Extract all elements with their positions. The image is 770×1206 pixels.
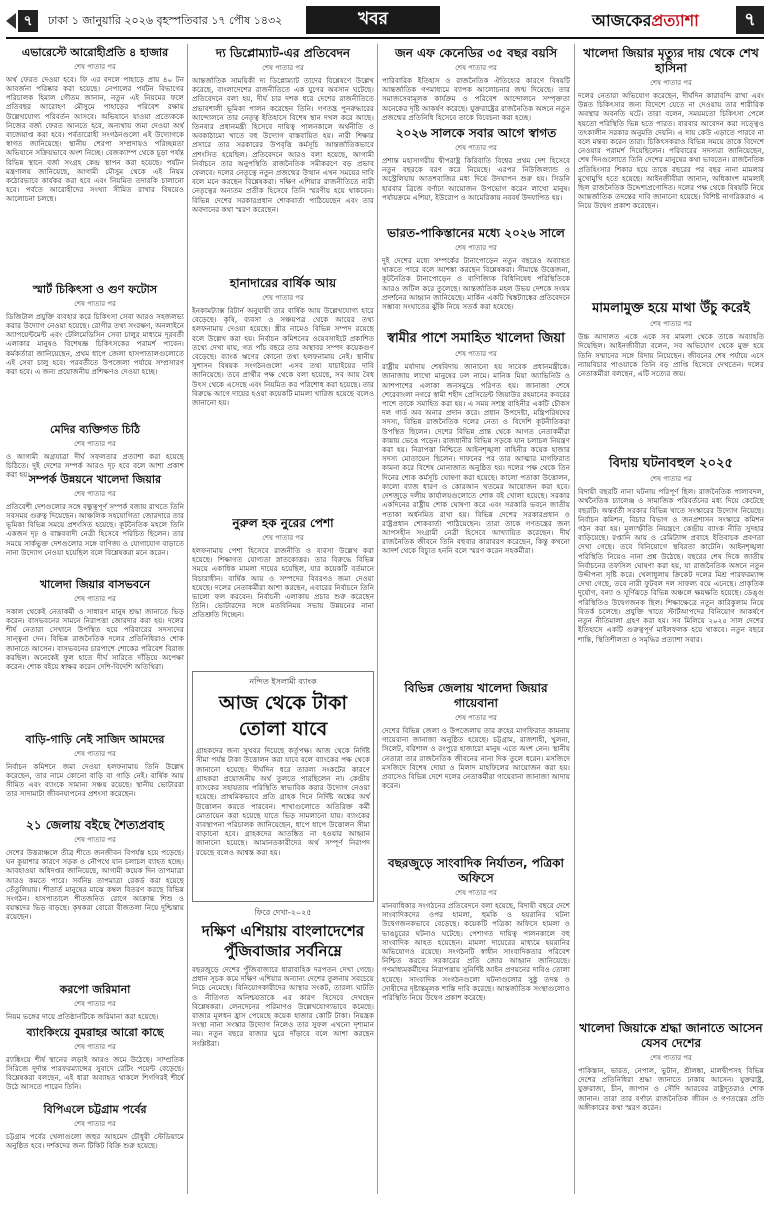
article-fine	[6, 983, 184, 1021]
article-stock-market	[192, 907, 374, 1197]
continued-label: শেষ পাতার পর	[74, 999, 116, 1008]
page-number-right: ৭	[736, 6, 764, 34]
article-nurul-haque	[192, 516, 374, 666]
article-headline: সম্পর্ক উন্নয়নে খালেদা জিয়ার	[28, 473, 162, 486]
article-body: দুই দেশের মধ্যে সম্পর্কের টানাপোড়েন নতুন বছরেও অব্যাহত থাকতে পারে বলে আশঙ্কা করছেন বিশ্লেষকরা। সীমান্তে উত্তেজনা, কূটনৈতিক টানাপোড়েন ও বাণিজ্যিক বিধিনিষেধ পরিস্থিতিকে আরও জটিল করে তুলেছে। আন্তর্জাতিক মহল উভয় দেশকে সংযম প্রদর্শনের আহ্বান জানিয়েছে। মার্কিন একটি থিঙ্কট্যাঙ্কের প্রতিবেদনে সম্ভাব্য সংঘাতের ঝুঁকি নিয়ে সতর্ক করা হয়েছে।	[382, 256, 570, 312]
article-headline: খালেদা জিয়ার মৃত্যুর দায় থেকে শেখ হাসিনা	[583, 46, 759, 75]
article-headline: মামলামুক্ত হয়ে মাথা উঁচু করেই	[592, 301, 750, 316]
article-kennedy	[382, 46, 570, 121]
article-body: পারিবারিক ইতিহাস ও রাজনৈতিক ঐতিহ্যের কারণে বিষয়টি আন্তর্জাতিক গণমাধ্যমে ব্যাপক আলোচনার জন্ম দিয়েছে। তার সমাজসেবামূলক কার্যক্রম ও পরিবেশ আন্দোলনে সম্পৃক্ততা অনেকের দৃষ্টি আকর্ষণ করেছে। যুক্তরাষ্ট্রের রাজনৈতিক অঙ্গনে নতুন প্রজন্মের প্রতিনিধি হিসেবে তাকে বিবেচনা করা হচ্ছে।	[382, 76, 570, 122]
page-number-left: ৭	[18, 10, 38, 32]
article-headline: ২০২৬ সালকে সবার আগে স্বাগত	[395, 126, 557, 140]
article-headline: ২১ জেলায় বইছে শৈত্যপ্রবাহ	[25, 818, 165, 832]
article-headline: বিদায় ঘটনাবহুল ২০২৫	[609, 456, 733, 471]
article-relations	[6, 473, 184, 573]
article-kicker: ফিরে দেখা-২০২৫	[254, 908, 312, 917]
continued-label: শেষ পাতার পর	[650, 475, 692, 484]
article-headline: ভারত-পাকিস্তানের মধ্যে ২০২৬ সালে	[387, 226, 565, 240]
article-everest	[6, 46, 184, 278]
article-new-year	[382, 126, 570, 221]
brand-part-1: আজকের	[592, 11, 652, 30]
column-divider	[377, 44, 378, 1194]
article-headline: খালেদা জিয়াকে শ্রদ্ধা জানাতে আসেন যেসব দেশের	[579, 1021, 763, 1050]
article-headline: বিভিন্ন জেলায় খালেদা জিয়ার গায়েবানা	[404, 681, 548, 710]
masthead-logo	[592, 8, 699, 35]
article-ranking	[6, 1026, 184, 1098]
continued-label: শেষ পাতার পর	[74, 594, 116, 603]
article-no-house-car	[6, 733, 184, 813]
article-body: দলের নেতারা অভিযোগ করেছেন, দীর্ঘদিন কারাবন্দি রাখা এবং উন্নত চিকিৎসার জন্য বিদেশে যেতে না দেওয়ায় তার শারীরিক অবস্থার অবনতি ঘটে। তারা বলেন, সময়মতো চিকিৎসা পেলে হয়তো পরিস্থিতি ভিন্ন হতে পারত। বারবার আবেদন করা সত্ত্বেও তৎকালীন সরকার অনুমতি দেয়নি। এ দায় কেউ এড়াতে পারবে না বলে মন্তব্য করেন তারা। চিকিৎসকরাও বিভিন্ন সময়ে তাকে বিদেশে নেওয়ার পরামর্শ দিয়েছিলেন। পরিবারের সদস্যরা জানিয়েছেন, শেষ দিনগুলোতে তিনি দেশের মানুষের কথা ভাবতেন। রাজনৈতিক প্রতিহিংসার শিকার হয়ে তাকে বছরের পর বছর নানা মামলার মুখোমুখি হতে হয়েছে। আইনজীবীরা জানান, অধিকাংশ মামলাই ছিল রাজনৈতিক উদ্দেশ্যপ্রণোদিত। দলের পক্ষ থেকে বিষয়টি নিয়ে আন্তর্জাতিক তদন্তের দাবি জানানো হয়েছে। বিশিষ্ট নাগরিকরাও এ নিয়ে উদ্বেগ প্রকাশ করেছেন।	[578, 91, 764, 211]
article-headline: জন এফ কেনেডির ৩৫ বছর বয়সি	[394, 46, 558, 60]
column-divider	[574, 44, 575, 1194]
article-headline: স্বামীর পাশে সমাহিত খালেদা জিয়া	[387, 331, 565, 346]
article-journalist-abuse	[382, 856, 570, 1206]
article-body: অর্থ ফেরত দেওয়া হবে। ফি এর বদলে পাহাড়ে প্রায় ৪০ টন আবর্জনা পরিষ্কার করা হয়েছে। নেপালের পর্যটন বিভাগের পরিচালক হিমাল গৌতম জানান, নতুন এই নিয়মের ফলে প্রতিবছর আরোহণ মৌসুমে পাহাড়ের পরিবেশ রক্ষায় উল্লেখযোগ্য পরিবর্তন আসবে। অভিযানে যাওয়া প্রত্যেককে নিজের বর্জ্য ফেরত আনতে হবে, অন্যথায় জমা দেওয়া অর্থ বাজেয়াপ্ত করা হবে। পর্বতারোহী সংগঠনগুলো এই উদ্যোগকে স্বাগত জানিয়েছে। স্থানীয় শেরপা সম্প্রদায়ও পরিচ্ছন্নতা অভিযানে সক্রিয়ভাবে অংশ নিচ্ছে। বেজক্যাম্প থেকে চূড়া পর্যন্ত বিভিন্ন স্থানে বর্জ্য সংগ্রহ কেন্দ্র স্থাপন করা হয়েছে। পর্যটন মন্ত্রণালয় জানিয়েছে, আগামী মৌসুম থেকে এই নিয়ম কঠোরভাবে কার্যকর করা হবে এবং নিয়মিত তদারকি চালানো হবে। পর্বতে আরোহীদের সংখ্যা সীমিত রাখার বিষয়েও আলোচনা চলছে।	[6, 74, 185, 204]
article-case-free	[578, 301, 764, 451]
section-title: খবর	[306, 6, 440, 34]
arrow-left-icon	[6, 13, 16, 29]
article-responsibility	[578, 46, 764, 296]
article-headline: এভারেস্টে আরোহীপ্রতি ৪ হাজার	[21, 46, 169, 59]
dateline: ঢাকা ১ জানুয়ারি ২০২৬ বৃহস্পতিবার ১৭ পৌষ ১৪৩২	[48, 13, 283, 27]
article-body: বিদায়ী বছরটি নানা ঘটনায় পরিপূর্ণ ছিল। রাজনৈতিক পালাবদল, অর্থনৈতিক চ্যালেঞ্জ ও সামাজিক পরিবর্তনের মধ্য দিয়ে কেটেছে বছরটি। অন্তর্বর্তী সরকার বিভিন্ন খাতে সংস্কারের উদ্যোগ নিয়েছে। নির্বাচন কমিশন, বিচার বিভাগ ও জনপ্রশাসন সংস্কারে কমিশন গঠন করা হয়। মূল্যস্ফীতি নিয়ন্ত্রণে কেন্দ্রীয় ব্যাংক নীতি সুদহার বাড়িয়েছে। রপ্তানি আয় ও রেমিট্যান্স প্রবাহে ইতিবাচক প্রবণতা দেখা গেছে। তবে বিনিয়োগে স্থবিরতা কাটেনি। আইনশৃঙ্খলা পরিস্থিতি নিয়েও নানা প্রশ্ন উঠেছে। বছরের শেষ দিকে জাতীয় নির্বাচনের তফসিল ঘোষণা করা হয়, যা রাজনৈতিক অঙ্গনে নতুন উদ্দীপনা সৃষ্টি করে। খেলাধুলায় ক্রিকেট দলের মিশ্র পারফরম্যান্স দেখা গেছে, তবে নারী ফুটবল দল সাফল্য বয়ে এনেছে। প্রাকৃতিক দুর্যোগ, বন্যা ও ঘূর্ণিঝড়ে বিভিন্ন অঞ্চলে ক্ষয়ক্ষতি হয়েছে। ডেঙ্গু পরিস্থিতিও উদ্বেগজনক ছিল। শিক্ষাক্ষেত্রে নতুন কারিকুলাম নিয়ে বিতর্ক চলেছে। প্রযুক্তি খাতে স্টার্টআপদের বিনিয়োগ আকর্ষণে নতুন নীতিমালা গ্রহণ করা হয়। সব মিলিয়ে ২০২৫ সাল দেশের ইতিহাসে একটি গুরুত্বপূর্ণ মাইলফলক হয়ে থাকবে। নতুন বছরে শান্তি, স্থিতিশীলতা ও সমৃদ্ধির প্রত্যাশা সবার।	[578, 487, 764, 644]
continued-label: শেষ পাতার পর	[455, 144, 497, 152]
article-headline: আজ থেকে টাকা তোলা যাবে	[219, 692, 347, 740]
article-residence	[6, 578, 184, 728]
continued-label: শেষ পাতার পর	[74, 836, 116, 844]
article-headline: বাড়ি-গাড়ি নেই সাজিদ আমদের	[25, 733, 165, 746]
article-headline: করপো জরিমানা	[59, 983, 131, 996]
article-headline: মেদির ব্যক্তিগত চিঠি	[50, 423, 140, 436]
article-body: ডিজিটাল প্রযুক্তি ব্যবহার করে চিকিৎসা সেবা আরও সহজলভ্য করার উদ্যোগ নেওয়া হয়েছে। রোগীর তথ্য সংরক্ষণ, অনলাইনে অ্যাপয়েন্টমেন্ট এবং টেলিমেডিসিন সেবা চালুর মাধ্যমে দূরবর্তী এলাকার মানুষও বিশেষজ্ঞ চিকিৎসকের পরামর্শ পাবেন। কর্মকর্তারা জানিয়েছেন, প্রথম ধাপে জেলা হাসপাতালগুলোতে এই সেবা চালু হবে। পরবর্তীতে উপজেলা পর্যায়ে সম্প্রসারণ করা হবে। এ জন্য প্রয়োজনীয় প্রশিক্ষণও দেওয়া হচ্ছে।	[6, 311, 184, 376]
article-headline: দক্ষিণ এশিয়ায় বাংলাদেশের পুঁজিবাজার সর্বনিম্নে	[201, 922, 365, 960]
column-divider	[187, 44, 188, 1194]
article-annual-income	[192, 276, 374, 511]
article-body: বছরজুড়ে দেশের পুঁজিবাজারে ধারাবাহিক দরপতন দেখা গেছে। প্রধান সূচক কমে দক্ষিণ এশিয়ার অন্যান্য দেশের তুলনায় সবচেয়ে নিচে নেমেছে। বিনিয়োগকারীদের আস্থার সংকট, তারল্য ঘাটতি ও নীতিগত অনিশ্চয়তাকে এর কারণ হিসেবে দেখছেন বিশ্লেষকরা। লেনদেনের পরিমাণও উল্লেখযোগ্যভাবে কমেছে। বাজার মূলধন হ্রাস পেয়েছে কয়েক হাজার কোটি টাকা। নিয়ন্ত্রক সংস্থা নানা সংস্কার উদ্যোগ নিলেও তার সুফল এখনো দৃশ্যমান নয়। নতুন বছরে বাজার ঘুরে দাঁড়াবে বলে আশা করছেন সংশ্লিষ্টরা।	[192, 965, 374, 1048]
article-body: আন্তর্জাতিক সাময়িকী দ্য ডিপ্লোম্যাট তাদের বিশ্লেষণে উল্লেখ করেছে, বাংলাদেশের রাজনীতিতে এক যুগের অবসান ঘটেছে। প্রতিবেদনে বলা হয়, দীর্ঘ চার দশক ধরে দেশের রাজনীতিতে প্রভাবশালী ভূমিকা পালন করেছেন তিনি। গণতন্ত্র পুনরুদ্ধারের আন্দোলনে তার নেতৃত্ব ইতিহাসে বিশেষ স্থান দখল করে আছে। তিনবার প্রধানমন্ত্রী হিসেবে দায়িত্ব পালনকালে অর্থনীতি ও অবকাঠামো খাতে বহু উদ্যোগ বাস্তবায়িত হয়। নারী শিক্ষার প্রসারে তার সরকারের উপবৃত্তি কর্মসূচি আন্তর্জাতিকভাবে প্রশংসিত হয়েছিল। প্রতিবেদনে আরও বলা হয়েছে, আগামী নির্বাচনে তার অনুপস্থিতি রাজনৈতিক সমীকরণে বড় প্রভাব ফেলবে। দলের নেতৃত্বে নতুন প্রজন্মের উত্থান এখন সময়ের দাবি বলে মনে করছেন বিশ্লেষকরা। দক্ষিণ এশিয়ার রাজনীতিতে নারী নেতৃত্বের অন্যতম প্রতীক হিসেবে তিনি স্মরণীয় হয়ে থাকবেন। বিভিন্ন দেশের সরকারপ্রধান শোকবার্তা পাঠিয়েছেন এবং তার অবদানের কথা স্মরণ করেছেন।	[192, 76, 374, 214]
article-body: সকাল থেকেই নেতাকর্মী ও সাধারণ মানুষ শ্রদ্ধা জানাতে ভিড় করেন। বাসভবনের সামনে নিরাপত্তা জোরদার করা হয়। দলের শীর্ষ নেতারা সেখানে উপস্থিত হয়ে পরিবারের সদস্যদের সান্ত্বনা দেন। বিভিন্ন রাজনৈতিক দলের প্রতিনিধিরাও শোক জানাতে আসেন। বাসভবনের চারপাশে শোকের পরিবেশ বিরাজ করছিল। অনেকেই ফুল হাতে দীর্ঘ সারিতে দাঁড়িয়ে অপেক্ষা করেন। শোক বইয়ে স্বাক্ষর করেন দেশি-বিদেশি অতিথিরা।	[6, 606, 184, 671]
article-body: উচ্চ আদালত একে একে সব মামলা থেকে তাকে অব্যাহতি দিয়েছিল। আইনজীবীরা বলেন, সব অভিযোগ থেকে মুক্ত হয়ে তিনি সম্মানের সঙ্গে বিদায় নিয়েছেন। জীবনের শেষ পর্যায়ে এসে ন্যায়বিচার পাওয়াকে তিনি বড় প্রাপ্তি হিসেবে দেখতেন। দলের নেতাকর্মীরা বলছেন, এটি সত্যের জয়।	[578, 332, 764, 379]
article-headline: নুরুল হক নুরের পেশা	[232, 516, 334, 530]
continued-label: শেষ পাতার পর	[455, 350, 497, 359]
article-body: প্রতিবেশী দেশগুলোর সঙ্গে বন্ধুত্বপূর্ণ সম্পর্ক বজায় রাখতে তিনি সবসময় গুরুত্ব দিয়েছেন। আঞ্চলিক সহযোগিতা জোরদারে তার ভূমিকা বিভিন্ন সময়ে প্রশংসিত হয়েছে। কূটনৈতিক মহলে তিনি একজন দৃঢ় ও বাস্তববাদী নেত্রী হিসেবে পরিচিত ছিলেন। তার সময়ে সার্কভুক্ত দেশগুলোর সঙ্গে বাণিজ্য ও যোগাযোগ বাড়াতে নানা উদ্যোগ নেওয়া হয়েছিল বলে বিশ্লেষকরা মনে করেন।	[6, 501, 184, 557]
article-body: নির্বাচন কমিশনে জমা দেওয়া হলফনামায় তিনি উল্লেখ করেছেন, তার নামে কোনো বাড়ি বা গাড়ি নেই। বার্ষিক আয় সীমিত এবং ব্যাংকে সামান্য সঞ্চয় রয়েছে। স্থানীয় ভোটাররা তার সাদামাটা জীবনযাপনের প্রশংসা করেছেন।	[6, 761, 184, 799]
continued-label: শেষ পাতার পর	[74, 1042, 116, 1051]
article-body: দেশের বিভিন্ন জেলা ও উপজেলায় তার রুহের মাগফিরাত কামনায় গায়েবানা জানাজা অনুষ্ঠিত হয়েছে। চট্টগ্রাম, রাজশাহী, খুলনা, সিলেট, বরিশাল ও রংপুরে হাজারো মানুষ এতে অংশ নেন। স্থানীয় নেতারা তার রাজনৈতিক জীবনের নানা দিক তুলে ধরেন। মসজিদে মসজিদে বিশেষ দোয়া ও মিলাদ মাহফিলের আয়োজন করা হয়। প্রবাসেও বিভিন্ন দেশে দলের নেতাকর্মীরা গায়েবানা জানাজা আদায় করেন।	[382, 726, 570, 791]
article-body: প্রশান্ত মহাসাগরীয় দ্বীপরাষ্ট্র কিরিবাতি বিশ্বের প্রথম দেশ হিসেবে নতুন বছরকে বরণ করে নিয়েছে। এরপর নিউজিল্যান্ড ও অস্ট্রেলিয়ায় আতশবাজির মধ্য দিয়ে উদযাপন শুরু হয়। সিডনি হারবার ব্রিজে বর্ণাঢ্য আয়োজন উপভোগ করেন লাখো মানুষ। পর্যায়ক্রমে এশিয়া, ইউরোপ ও আমেরিকায় নববর্ষ উদযাপিত হয়।	[382, 156, 570, 202]
article-bank-withdrawal	[192, 671, 374, 902]
article-headline: ব্যাংকিংয়ে বুমরাহর আরো কাছে	[26, 1026, 164, 1039]
article-body: ইনকামট্যাক্স রিটার্ন অনুযায়ী তার বার্ষিক আয় উল্লেখযোগ্য হারে বেড়েছে। কৃষি, ব্যবসা ও সঞ্চয়পত্র থেকে আয়ের তথ্য হলফনামায় দেওয়া হয়েছে। স্ত্রীর নামেও বিভিন্ন সম্পদ রয়েছে বলে উল্লেখ করা হয়। নির্বাচন কমিশনের ওয়েবসাইটে প্রকাশিত তথ্যে দেখা যায়, গত পাঁচ বছরে তার অস্থাবর সম্পদ কয়েকগুণ বেড়েছে। ব্যাংক ঋণের কোনো তথ্য হলফনামায় নেই। স্থানীয় সুশাসন বিষয়ক সংগঠনগুলো এসব তথ্য যাচাইয়ের দাবি জানিয়েছে। তবে প্রার্থীর পক্ষ থেকে বলা হয়েছে, সব আয় বৈধ উৎস থেকে এসেছে এবং নিয়মিত কর পরিশোধ করা হয়েছে। তার বিরুদ্ধে আগে দায়ের হওয়া কয়েকটি মামলা খারিজ হয়েছে বলেও জানানো হয়।	[192, 306, 374, 408]
continued-label: শেষ পাতার পর	[74, 749, 116, 758]
article-headline: বিপিএলে চট্টগ্রাম পর্বের	[43, 1103, 147, 1116]
continued-label: শেষ পাতার পর	[262, 64, 304, 72]
article-body: র‍্যাঙ্কিংয়ে শীর্ষ স্থানের লড়াই আরও জমে উঠেছে। সাম্প্রতিক সিরিজে দুর্দান্ত পারফরম্যান্সের সুবাদে রেটিং পয়েন্ট বেড়েছে। বিশ্লেষকরা বলছেন, এই ধারা অব্যাহত থাকলে শিগগিরই শীর্ষে উঠে আসতে পারেন তিনি।	[6, 1054, 184, 1092]
article-headline: খালেদা জিয়ার বাসভবনে	[39, 578, 151, 591]
article-bpl	[6, 1103, 184, 1163]
column-1	[6, 44, 184, 1194]
article-headline: বছরজুড়ে সাংবাদিক নির্যাতন, পত্রিকা অফিসে	[387, 856, 565, 885]
continued-label: শেষ পাতার পর	[74, 489, 116, 498]
continued-label: শেষ পাতার পর	[74, 299, 116, 308]
article-smart-health	[6, 283, 184, 418]
continued-label: শেষ পাতার পর	[650, 79, 692, 87]
article-farewell-2025	[578, 456, 764, 1016]
article-body: রাষ্ট্রীয় মর্যাদায় শেষবিদায় জানানো হয় সাবেক প্রধানমন্ত্রীকে। জানাজায় লাখো মানুষের ঢল নামে। মানিক মিয়া অ্যাভিনিউ ও আশপাশের এলাকা জনসমুদ্রে পরিণত হয়। জানাজা শেষে শেরেবাংলা নগরে স্বামী শহীদ প্রেসিডেন্ট জিয়াউর রহমানের কবরের পাশে তাকে সমাহিত করা হয়। এ সময় সশস্ত্র বাহিনীর একটি চৌকস দল গার্ড অব অনার প্রদান করে। প্রধান উপদেষ্টা, মন্ত্রিপরিষদের সদস্য, বিভিন্ন রাজনৈতিক দলের নেতা ও বিদেশি কূটনীতিকরা উপস্থিত ছিলেন। দেশের বিভিন্ন প্রান্ত থেকে আগত নেতাকর্মীরা কান্নায় ভেঙে পড়েন। রাজধানীর বিভিন্ন সড়কে যান চলাচল নিয়ন্ত্রণ করা হয়। নিরাপত্তা নিশ্চিতে আইনশৃঙ্খলা বাহিনীর কয়েক হাজার সদস্য মোতায়েন ছিলেন। দাফনের পর তার আত্মার মাগফিরাত কামনা করে বিশেষ মোনাজাত অনুষ্ঠিত হয়। দলের পক্ষ থেকে তিন দিনের শোক কর্মসূচি ঘোষণা করা হয়েছে। কালো পতাকা উত্তোলন, কালো ব্যাজ ধারণ ও কোরআন খতমের আয়োজন করা হবে। দেশজুড়ে দলীয় কার্যালয়গুলোতে শোক বই খোলা হয়েছে। সরকার একদিনের রাষ্ট্রীয় শোক ঘোষণা করে এবং সরকারি ভবনে জাতীয় পতাকা অর্ধনমিত রাখা হয়। বিভিন্ন দেশের সরকারপ্রধান ও রাষ্ট্রপ্রধান শোকবার্তা পাঠিয়েছেন। তারা তাকে গণতন্ত্রের জন্য আপসহীন সংগ্রামী নেত্রী হিসেবে আখ্যায়িত করেছেন। দীর্ঘ রাজনৈতিক জীবনে তিনি বহুবার কারাবরণ করেছেন, কিন্তু কখনো আদর্শ থেকে বিচ্যুত হননি বলে স্মরণ করেন সহকর্মীরা।	[382, 362, 570, 556]
article-body: হলফনামায় পেশা হিসেবে রাজনীতি ও ব্যবসা উল্লেখ করা হয়েছে। শিক্ষাগত যোগ্যতা স্নাতকোত্তর। তার বিরুদ্ধে বিভিন্ন সময়ে একাধিক মামলা দায়ের হয়েছিল, যার কয়েকটি বর্তমানে বিচারাধীন। বার্ষিক আয় ও সম্পদের বিবরণও জমা দেওয়া হয়েছে। দলের নেতাকর্মীরা আশা করছেন, এবারের নির্বাচনে তিনি ভালো ফল করবেন। নির্বাচনী এলাকায় প্রচার শুরু করেছেন তিনি। ভোটারদের সঙ্গে মতবিনিময় সভায় উন্নয়নের নানা প্রতিশ্রুতি দিচ্ছেন।	[192, 546, 374, 620]
continued-label: শেষ পাতার পর	[262, 294, 304, 302]
continued-label: শেষ পাতার পর	[455, 64, 497, 72]
column-2	[192, 44, 374, 1194]
article-burial	[382, 331, 570, 676]
article-diplomat	[192, 46, 374, 271]
article-kicker: নন্দিত ইসলামী ব্যাংক	[249, 677, 317, 686]
continued-label: শেষ পাতার পর	[650, 320, 692, 329]
continued-label: শেষ পাতার পর	[262, 534, 304, 542]
header-left	[6, 9, 282, 33]
article-tributes-countries	[578, 1021, 764, 1191]
article-headline: দ্য ডিপ্লোম্যাট-এর প্রতিবেদন	[215, 46, 351, 60]
article-india-pakistan	[382, 226, 570, 326]
continued-label: শেষ পাতার পর	[455, 714, 497, 722]
article-body: মানবাধিকার সংগঠনের প্রতিবেদনে বলা হয়েছে, বিদায়ী বছরে দেশে সাংবাদিকদের ওপর হামলা, হুমকি ও হয়রানির ঘটনা উদ্বেগজনকভাবে বেড়েছে। কয়েকটি পত্রিকা অফিসে হামলা ও ভাঙচুরের ঘটনাও ঘটেছে। পেশাগত দায়িত্ব পালনকালে বহু সাংবাদিক আহত হয়েছেন। মামলা দায়েরের মাধ্যমে হয়রানির অভিযোগও রয়েছে। সংগঠনটি স্বাধীন সাংবাদিকতার পরিবেশ নিশ্চিত করতে সরকারের প্রতি জোর আহ্বান জানিয়েছে। গণমাধ্যমকর্মীদের নিরাপত্তায় সুনির্দিষ্ট আইন প্রণয়নের দাবিও তোলা হয়েছে। সাংবাদিক সংগঠনগুলো ঘটনাগুলোর সুষ্ঠু তদন্ত ও দোষীদের দৃষ্টান্তমূলক শাস্তি দাবি করেছে। আন্তর্জাতিক সংস্থাগুলোও পরিস্থিতি নিয়ে উদ্বেগ প্রকাশ করেছে।	[382, 901, 570, 1003]
brand-part-2: প্রত্যাশা	[651, 11, 699, 30]
article-body: গ্রাহকদের জন্য সুখবর দিয়েছে কর্তৃপক্ষ। আজ থেকে নির্দিষ্ট সীমা পর্যন্ত টাকা উত্তোলন করা যাবে বলে ব্যাংকের পক্ষ থেকে জানানো হয়েছে। দীর্ঘদিন ধরে তারল্য সংকটের কারণে গ্রাহকরা প্রয়োজনীয় অর্থ তুলতে পারছিলেন না। কেন্দ্রীয় ব্যাংকের সহায়তায় পরিস্থিতি স্বাভাবিক করার উদ্যোগ নেওয়া হয়েছে। প্রাথমিকভাবে প্রতি গ্রাহক দিনে নির্দিষ্ট অঙ্কের অর্থ উত্তোলন করতে পারবেন। শাখাগুলোতে অতিরিক্ত কর্মী মোতায়েন করা হয়েছে যাতে ভিড় সামলানো যায়। ব্যাংকের ব্যবস্থাপনা পরিচালক জানিয়েছেন, ধাপে ধাপে উত্তোলন সীমা বাড়ানো হবে। গ্রাহকদের আতঙ্কিত না হওয়ার আহ্বান জানানো হয়েছে। আমানতকারীদের অর্থ সম্পূর্ণ নিরাপদ রয়েছে বলেও আশ্বস্ত করা হয়।	[196, 746, 370, 857]
continued-label: শেষ পাতার পর	[455, 244, 497, 252]
article-body: চট্টগ্রাম পর্বের খেলাগুলো জহুর আহমেদ চৌধুরী স্টেডিয়ামে অনুষ্ঠিত হবে। দর্শকদের জন্য টিকিট বিক্রি শুরু হয়েছে।	[6, 1131, 184, 1150]
article-funeral-prayers	[382, 681, 570, 851]
continued-label: শেষ পাতার পর	[650, 1054, 692, 1062]
article-body: নিয়ম ভঙ্গের দায়ে প্রতিষ্ঠানটিকে জরিমানা করা হয়েছে।	[6, 1011, 159, 1021]
continued-label: শেষ পাতার পর	[74, 1119, 116, 1128]
column-3	[382, 44, 570, 1194]
article-body: পাকিস্তান, ভারত, নেপাল, ভুটান, শ্রীলঙ্কা, মালদ্বীপসহ বিভিন্ন দেশের প্রতিনিধিরা শ্রদ্ধা জানাতে ঢাকায় আসেন। যুক্তরাষ্ট্র, যুক্তরাজ্য, চীন, জাপান ও সৌদি আরবের রাষ্ট্রদূতরাও শোক জানান। তারা তার বর্ণাঢ্য রাজনৈতিক জীবন ও গণতন্ত্রের প্রতি অঙ্গীকারের কথা স্মরণ করেন।	[578, 1066, 764, 1112]
article-headline: হানাদারের বার্ষিক আয়	[229, 276, 337, 290]
column-4	[578, 44, 764, 1194]
article-body: ও আগামী অগ্রযাত্রা দীর্ঘ সফলতার প্রত্যাশা করা হয়েছে চিঠিতে। দুই দেশের সম্পর্ক আরও দৃঢ় হবে বলে আশা প্রকাশ করা হয়।	[6, 451, 184, 480]
continued-label: শেষ পাতার পর	[74, 439, 116, 448]
header-rule	[6, 37, 764, 39]
continued-label: শেষ পাতার পর	[74, 62, 116, 71]
article-body: দেশের উত্তরাঞ্চলে তীব্র শীতে জনজীবন বিপর্যস্ত হয়ে পড়েছে। ঘন কুয়াশার কারণে সড়ক ও নৌপথে যান চলাচল ব্যাহত হচ্ছে। আবহাওয়া অধিদপ্তর জানিয়েছে, আগামী কয়েক দিন তাপমাত্রা আরও কমতে পারে। সর্বনিম্ন তাপমাত্রা রেকর্ড করা হয়েছে তেঁতুলিয়ায়। শীতার্ত মানুষের মাঝে কম্বল বিতরণ করছে বিভিন্ন সংগঠন। হাসপাতালে শীতজনিত রোগে আক্রান্ত শিশু ও বয়স্কদের ভিড় বাড়ছে। কৃষকরা বোরো বীজতলা নিয়ে দুশ্চিন্তায় রয়েছেন।	[6, 848, 184, 922]
article-cold-wave	[6, 818, 184, 978]
continued-label: শেষ পাতার পর	[455, 889, 497, 897]
page-header	[6, 6, 764, 36]
article-headline: স্মার্ট চিকিৎসা ও গুণ ফটোস	[32, 283, 158, 296]
